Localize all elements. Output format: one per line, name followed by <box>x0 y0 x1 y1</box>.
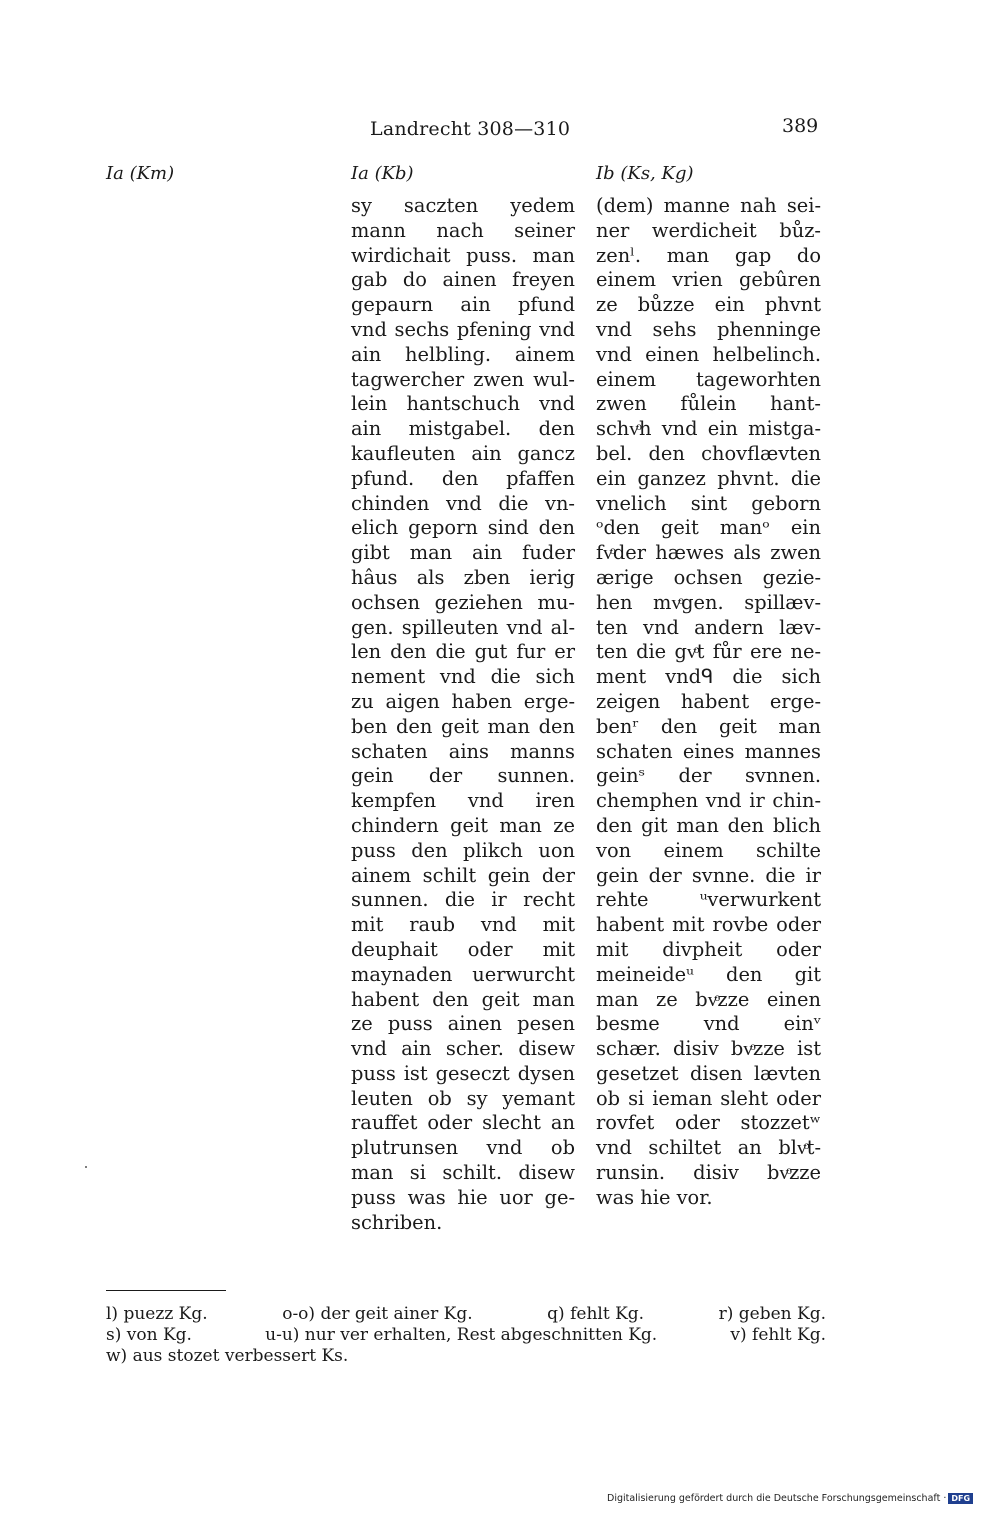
text-line: pfund. den pfaffen <box>351 466 575 490</box>
column-siglum-ks-kg: Ib (Ks, Kg) <box>596 163 694 184</box>
text-line: meineideᵘ den git <box>596 962 821 986</box>
dfg-logo: DFG <box>948 1493 973 1504</box>
text-line: ain helbling. ainem <box>351 342 575 366</box>
text-line: gen. spilleuten vnd al- <box>351 615 575 639</box>
text-line: len den die gut fur er <box>351 640 575 664</box>
text-line: vnd sehs phenninge <box>596 317 821 341</box>
text-line: (dem) manne nah sei- <box>596 194 821 217</box>
text-line: ochsen geziehen mu- <box>351 590 575 614</box>
text-line: chindern geit man ze <box>351 813 575 837</box>
text-line: chemphen vnd ir chin- <box>596 789 821 813</box>
text-line: vnd sechs pfening vnd <box>351 317 575 341</box>
page-number: 389 <box>782 115 819 137</box>
text-line: wirdichait puss. man <box>351 243 575 267</box>
text-line: lein hantschuch vnd <box>351 392 575 416</box>
text-line: zwen fůlein hant- <box>596 392 821 416</box>
text-line: mit divpheit oder <box>596 937 821 961</box>
text-line: deuphait oder mit <box>351 937 575 961</box>
text-line: puss was hie uor ge- <box>351 1185 575 1209</box>
text-line: mit raub vnd mit <box>351 913 575 937</box>
text-line: puss ist geseczt dysen <box>351 1061 575 1085</box>
footnote-entry: o-o) der geit ainer Kg. <box>282 1304 473 1324</box>
text-line: ze puss ainen pesen <box>351 1012 575 1036</box>
text-line: einem vrien gebûren <box>596 268 821 292</box>
text-line: ærige ochsen gezie- <box>596 565 821 589</box>
text-line: schaten eines mannes <box>596 739 821 763</box>
text-line: gab do ainen freyen <box>351 268 575 292</box>
text-line: von einem schilte <box>596 838 821 862</box>
text-line: ten die gvͦt fůr ere ne- <box>596 640 821 664</box>
credit-text: Digitalisierung gefördert durch die Deutsche Forschungsgemeinschaft · <box>607 1493 947 1504</box>
text-line: ten vnd andern læv- <box>596 615 821 639</box>
footnote-entry: r) geben Kg. <box>718 1304 826 1324</box>
footnotes <box>106 1304 826 1367</box>
footnote-entry: q) fehlt Kg. <box>547 1304 645 1324</box>
text-line: einem tageworhten <box>596 367 821 391</box>
text-line: benʳ den geit man <box>596 714 821 738</box>
text-line: nement vnd die sich <box>351 665 575 689</box>
text-line: rauffet oder slecht an <box>351 1111 575 1135</box>
text-line: den git man den blich <box>596 813 821 837</box>
text-line: gepaurn ain pfund <box>351 293 575 317</box>
footnote-line <box>106 1304 826 1325</box>
text-line: vnd einen helbelinch. <box>596 342 821 366</box>
text-line: ob si ieman sleht oder <box>596 1086 821 1110</box>
text-line: vnd schiltet an blvͦt- <box>596 1136 821 1160</box>
text-line: man ze bvͦzze einen <box>596 987 821 1011</box>
footnote-entry: s) von Kg. <box>106 1325 192 1345</box>
digitization-credit <box>607 1493 973 1504</box>
text-line: chinden vnd die vn- <box>351 491 575 515</box>
text-column-kb <box>351 194 575 1235</box>
text-line: ze bůzze ein phvnt <box>596 293 821 317</box>
text-line: zu aigen haben erge- <box>351 689 575 713</box>
text-line: hâus als zben ierig <box>351 565 575 589</box>
text-line: habent den geit man <box>351 987 575 1011</box>
text-line: tagwercher zwen wul- <box>351 367 575 391</box>
text-line: was hie vor. <box>596 1185 713 1209</box>
text-line: bel. den chovflævten <box>596 441 821 465</box>
text-line: gesetzet disen lævten <box>596 1061 821 1085</box>
text-line: hen mvͦgen. spillæv- <box>596 590 821 614</box>
text-line: kempfen vnd iren <box>351 789 575 813</box>
text-line: zenˡ. man gap do <box>596 243 821 267</box>
text-line: elich geporn sind den <box>351 516 575 540</box>
text-line: ain mistgabel. den <box>351 417 575 441</box>
text-line: vnelich sint geborn <box>596 491 821 515</box>
text-line: leuten ob sy yemant <box>351 1086 575 1110</box>
text-line: schær. disiv bvͦzze ist <box>596 1037 821 1061</box>
text-line: sy saczten yedem <box>351 194 575 217</box>
footnote-entry: u-u) nur ver erhalten, Rest abgeschnitten Kg. <box>265 1325 658 1345</box>
text-line: gibt man ain fuder <box>351 541 575 565</box>
text-line: schriben. <box>351 1210 443 1234</box>
text-line: sunnen. die ir recht <box>351 888 575 912</box>
footnote-rule <box>106 1290 226 1291</box>
text-line: besme vnd einᵛ <box>596 1012 821 1036</box>
running-title: Landrecht 308—310 <box>370 118 571 140</box>
text-line: puss den plikch uon <box>351 838 575 862</box>
text-line: vnd ain scher. disew <box>351 1037 575 1061</box>
footnote-line <box>106 1325 826 1346</box>
text-line: schvͦh vnd ein mistga- <box>596 417 821 441</box>
text-line: ner werdicheit bůz- <box>596 218 821 242</box>
text-line: man si schilt. disew <box>351 1161 575 1185</box>
text-line: ben den geit man den <box>351 714 575 738</box>
text-line: ainem schilt gein der <box>351 863 575 887</box>
text-line: rovfet oder stozzetʷ <box>596 1111 821 1135</box>
text-line: ᵒden geit manᵒ ein <box>596 516 821 540</box>
text-column-ks-kg <box>596 194 821 1211</box>
text-line: rehte ᵘverwurkent <box>596 888 821 912</box>
column-siglum-kb: Ia (Kb) <box>351 163 414 184</box>
text-line: ment vndᑫ die sich <box>596 665 821 689</box>
footnote-entry: v) fehlt Kg. <box>730 1325 826 1345</box>
text-line: mann nach seiner <box>351 218 575 242</box>
text-line: schaten ains manns <box>351 739 575 763</box>
text-line: geinˢ der svnnen. <box>596 764 821 788</box>
text-line: kaufleuten ain gancz <box>351 441 575 465</box>
column-siglum-km: Ia (Km) <box>106 163 175 184</box>
text-line: ein ganzez phvnt. die <box>596 466 821 490</box>
text-line: fvͦder hæwes als zwen <box>596 541 821 565</box>
text-line: gein der svnne. die ir <box>596 863 821 887</box>
text-line: runsin. disiv bvͦzze <box>596 1161 821 1185</box>
text-line: habent mit rovbe oder <box>596 913 821 937</box>
text-line: maynaden uerwurcht <box>351 962 575 986</box>
text-line: zeigen habent erge- <box>596 689 821 713</box>
text-line: gein der sunnen. <box>351 764 575 788</box>
print-speck <box>85 1166 87 1168</box>
footnote-line <box>106 1346 826 1367</box>
text-line: plutrunsen vnd ob <box>351 1136 575 1160</box>
footnote-entry: w) aus stozet verbessert Ks. <box>106 1346 349 1366</box>
footnote-entry: l) puezz Kg. <box>106 1304 208 1324</box>
